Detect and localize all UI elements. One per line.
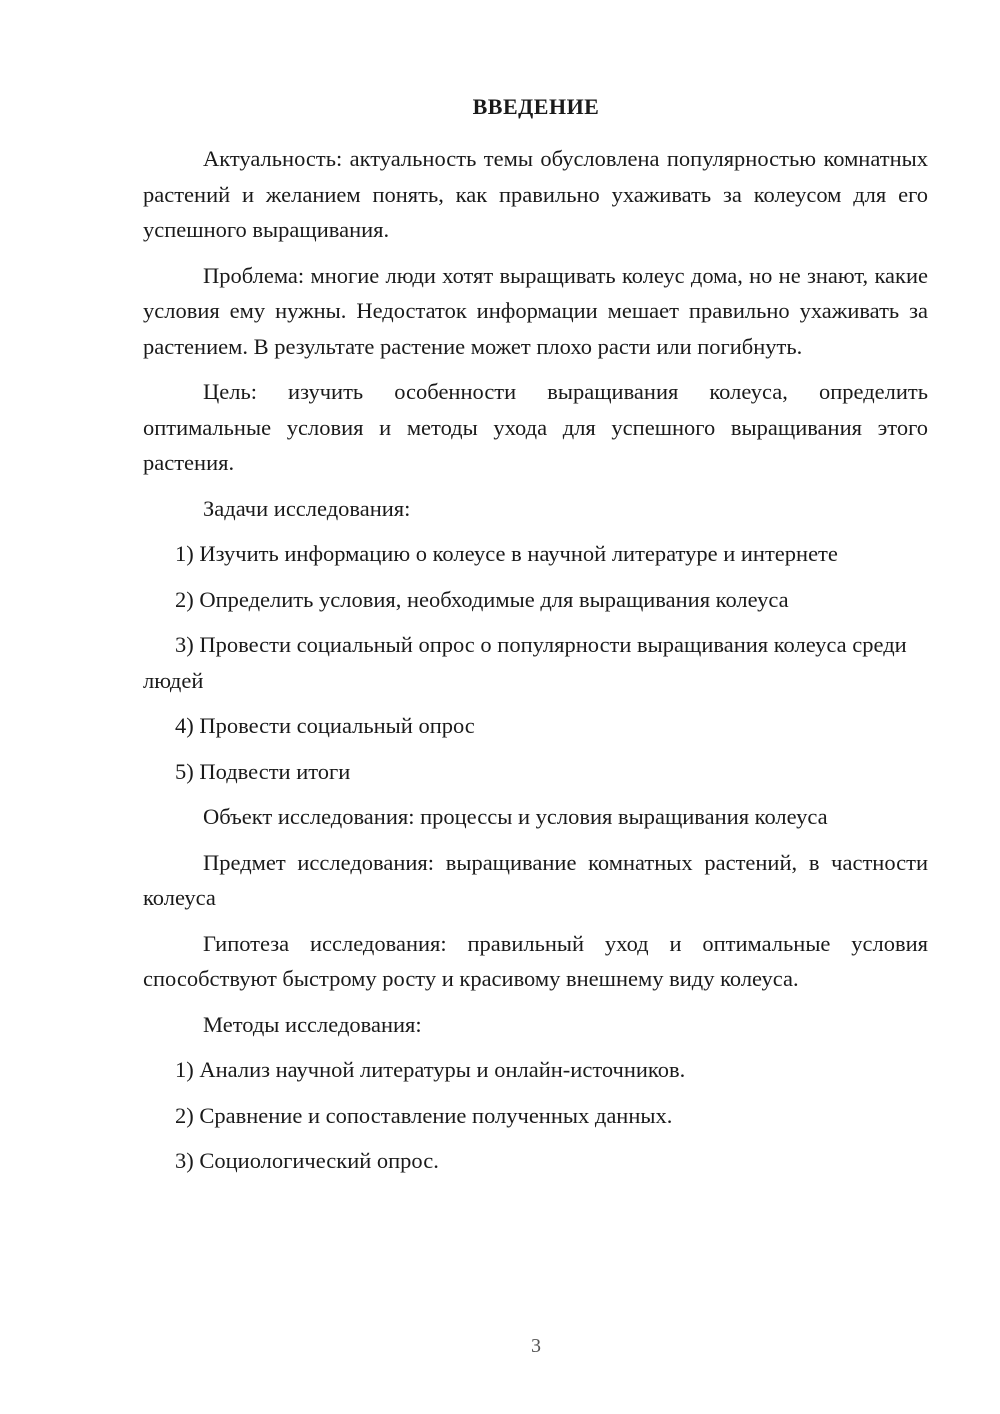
methods-heading: Методы исследования: bbox=[203, 1011, 422, 1037]
task-item-3: 3) Провести социальный опрос о популярности выращивания колеуса среди людей bbox=[143, 632, 907, 693]
tasks-heading: Задачи исследования: bbox=[203, 495, 411, 521]
task-item-4: 4) Провести социальный опрос bbox=[175, 713, 475, 738]
object-paragraph: Объект исследования: процессы и условия выращивания колеуса bbox=[203, 804, 828, 829]
task-item-2: 2) Определить условия, необходимые для выращивания колеуса bbox=[175, 586, 789, 612]
subject-paragraph: Предмет исследования: выращивание комнатных растений, в частности колеуса bbox=[143, 849, 928, 910]
problem-paragraph: Проблема: многие люди хотят выращивать колеус дома, но не знают, какие условия ему нужны. Недостаток информации мешает правильно ухаживать за растением. В результате растение может плохо расти или погибнуть. bbox=[143, 262, 928, 359]
method-item-2: 2) Сравнение и сопоставление полученных данных. bbox=[175, 1102, 673, 1128]
task-item-5: 5) Подвести итоги bbox=[175, 758, 351, 784]
goal-paragraph: Цель: изучить особенности выращивания колеуса, определить оптимальные условия и методы ухода для успешного выращивания этого растения. bbox=[143, 379, 928, 475]
method-item-3: 3) Социологический опрос. bbox=[175, 1148, 439, 1173]
hypothesis-paragraph: Гипотеза исследования: правильный уход и оптимальные условия способствуют быстрому росту и красивому внешнему виду колеуса. bbox=[143, 930, 928, 991]
task-item-1: 1) Изучить информацию о колеусе в научной литературе и интернете bbox=[175, 541, 838, 566]
page-number: 3 bbox=[531, 1335, 541, 1357]
document-body bbox=[143, 141, 928, 1189]
method-item-1: 1) Анализ научной литературы и онлайн-источников. bbox=[175, 1057, 686, 1082]
relevance-paragraph: Актуальность: актуальность темы обусловлена популярностью комнатных растений и желанием понять, как правильно ухаживать за колеусом для его успешного выращивания. bbox=[143, 146, 928, 242]
page-title: ВВЕДЕНИЕ bbox=[472, 94, 600, 119]
